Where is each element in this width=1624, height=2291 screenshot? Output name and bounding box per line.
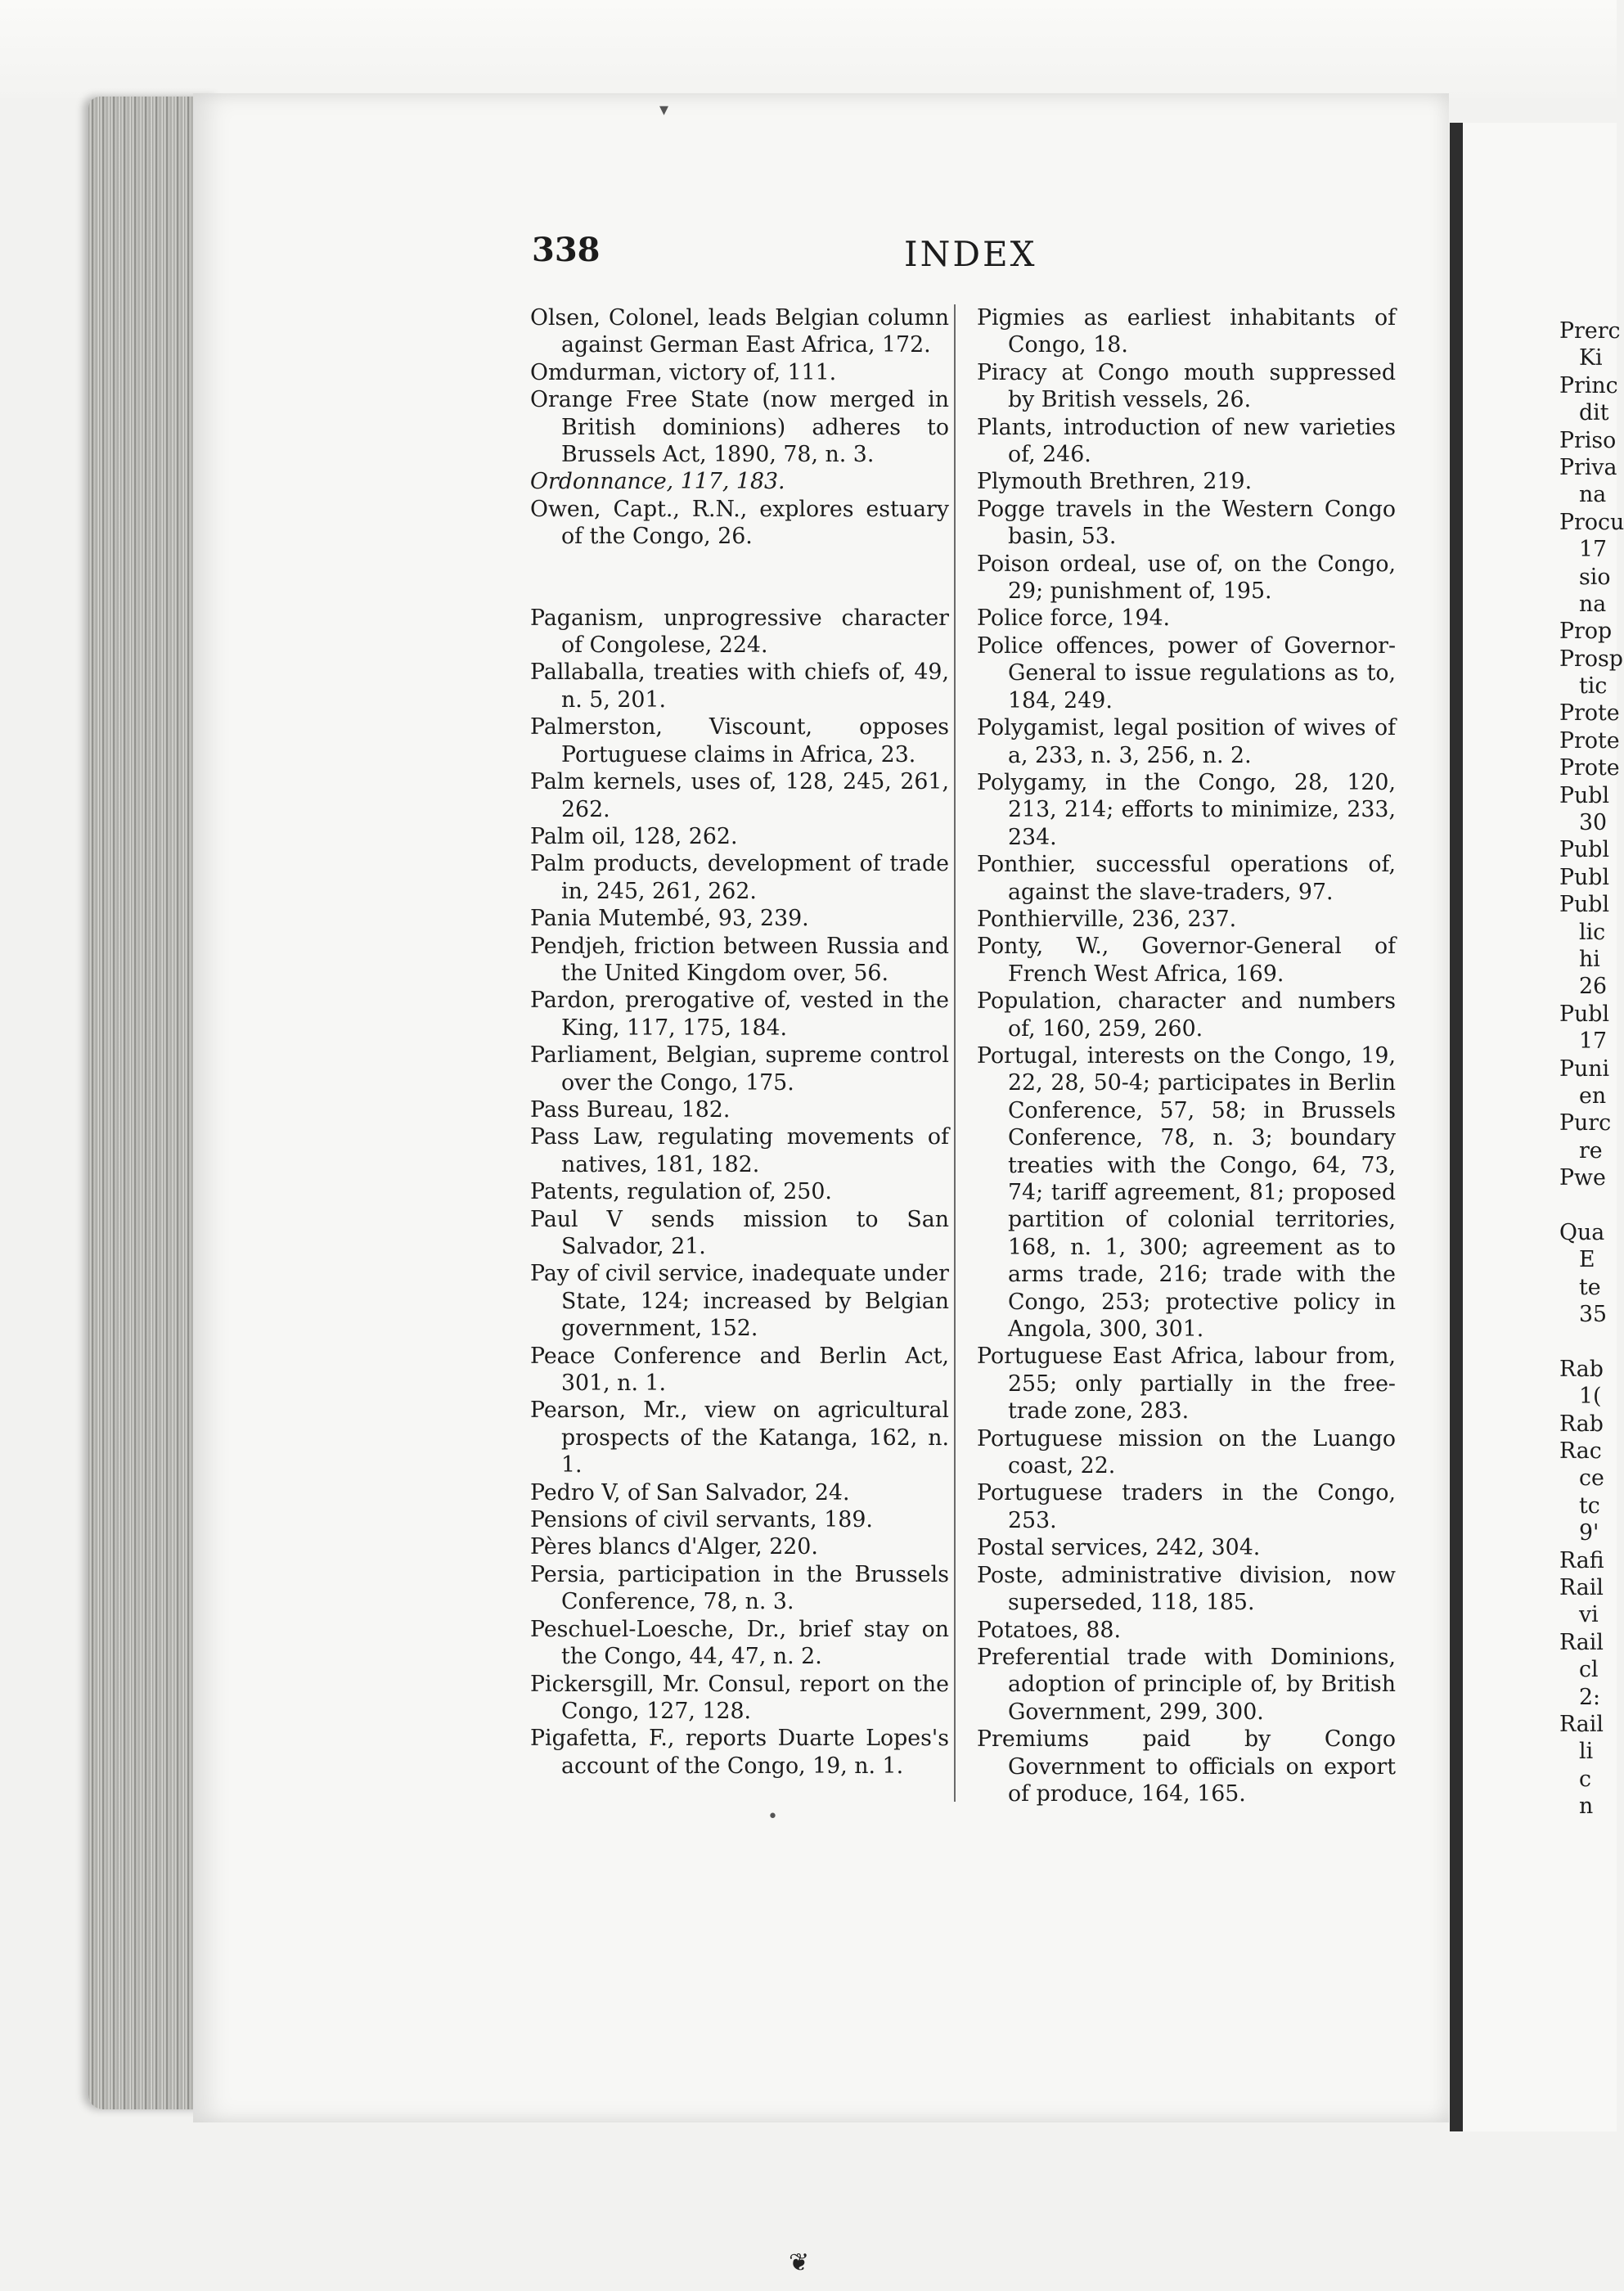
- facing-line: li: [1579, 1739, 1594, 1765]
- facing-line: na: [1579, 591, 1607, 617]
- index-entry: Paganism, unprogressive character of Congolese, 224.: [530, 605, 949, 659]
- index-entry: Postal services, 242, 304.: [977, 1535, 1261, 1561]
- index-entry: Palm kernels, uses of, 128, 245, 261, 262.: [530, 769, 949, 822]
- facing-line: 17: [1579, 537, 1608, 563]
- facing-line: Prosp: [1559, 646, 1623, 672]
- facing-line: Rail: [1559, 1574, 1604, 1600]
- index-entry: Palm products, development of trade in, 245, 261, 262.: [530, 851, 949, 904]
- index-entry: Portugal, interests on the Congo, 19, 22, 28, 50-4; participates in Berlin Conference, 57, 58; in Brussels Conference, 78, n. 3; boundary treaties with the Congo, 64, 73, 74; tariff agreement, 81; proposed partition of colonial territories, 168, n. 1, 300; agreement as to arms trade, 216; trade with the Congo, 253; protective policy in Angola, 300, 301.: [977, 1042, 1396, 1343]
- facing-line: Prote: [1559, 700, 1620, 727]
- index-entry: Pania Mutembé, 93, 239.: [530, 906, 809, 932]
- facing-line: 17: [1579, 1028, 1608, 1055]
- index-entry: Pay of civil service, inadequate under State, 124; increased by Belgian government, 152.: [530, 1261, 949, 1342]
- facing-line: Publ: [1559, 1001, 1610, 1027]
- facing-line: n: [1579, 1794, 1594, 1820]
- index-entry: Peschuel-Loesche, Dr., brief stay on the Congo, 44, 47, n. 2.: [530, 1616, 949, 1670]
- facing-line: lic: [1579, 919, 1606, 945]
- index-entry: Ponthier, successful operations of, against the slave-traders, 97.: [977, 852, 1396, 905]
- index-entry: Persia, participation in the Brussels Conference, 78, n. 3.: [530, 1561, 949, 1615]
- facing-line: ce: [1579, 1465, 1604, 1492]
- index-entry: Portuguese East Africa, labour from, 255; only partially in the free-trade zone, 283.: [977, 1344, 1396, 1425]
- index-entry: Poison ordeal, use of, on the Congo, 29; punishment of, 195.: [977, 551, 1396, 605]
- facing-line: E: [1579, 1247, 1595, 1273]
- scan-background: [0, 0, 1617, 98]
- ink-speck: •: [767, 1807, 778, 1827]
- index-entry: Potatoes, 88.: [977, 1617, 1121, 1643]
- index-entry: Pardon, prerogative of, vested in the King, 117, 175, 184.: [530, 988, 949, 1041]
- index-entry: Pearson, Mr., view on agricultural prospects of the Katanga, 162, n. 1.: [530, 1398, 949, 1479]
- facing-line: 30: [1579, 810, 1608, 836]
- index-entry: Parliament, Belgian, supreme control over the Congo, 175.: [530, 1042, 949, 1096]
- facing-line: tic: [1579, 673, 1608, 700]
- index-entry: Preferential trade with Dominions, adoption of principle of, by British Government, 299, 300.: [977, 1644, 1396, 1725]
- facing-line: Pwe: [1559, 1165, 1606, 1191]
- facing-line: Publ: [1559, 892, 1610, 918]
- index-entry: Paul V sends mission to San Salvador, 21.: [530, 1206, 949, 1259]
- facing-line: Princ: [1559, 372, 1618, 398]
- facing-line: 26: [1579, 974, 1608, 1000]
- facing-line: Rafi: [1559, 1547, 1604, 1573]
- index-entry: Pallaballa, treaties with chiefs of, 49, n. 5, 201.: [530, 659, 949, 713]
- index-entry: Palm oil, 128, 262.: [530, 823, 738, 849]
- index-entry: Patents, regulation of, 250.: [530, 1179, 832, 1205]
- facing-line: Rab: [1559, 1356, 1604, 1382]
- facing-line: Ki: [1579, 345, 1603, 371]
- index-entry: Plants, introduction of new varieties of, 246.: [977, 414, 1396, 468]
- facing-line: Purc: [1559, 1110, 1612, 1136]
- index-entry: Omdurman, victory of, 111.: [530, 359, 837, 385]
- index-column-left: [530, 304, 949, 1780]
- facing-line: Prote: [1559, 727, 1620, 754]
- facing-line: c: [1579, 1766, 1592, 1792]
- facing-line: Rail: [1559, 1711, 1604, 1737]
- facing-line: Rail: [1559, 1629, 1604, 1655]
- facing-line: Rac: [1559, 1438, 1602, 1465]
- facing-line: Qua: [1559, 1219, 1605, 1245]
- index-entry: Polygamist, legal position of wives of a, 233, n. 3, 256, n. 2.: [977, 715, 1396, 768]
- facing-line: 9': [1579, 1520, 1599, 1546]
- facing-line: Priva: [1559, 454, 1617, 480]
- index-entry: Pass Bureau, 182.: [530, 1096, 731, 1123]
- facing-page-text: [1559, 317, 1624, 1820]
- facing-line: dit: [1579, 400, 1609, 426]
- facing-line: [1559, 1328, 1617, 1355]
- index-entry: Pedro V, of San Salvador, 24.: [530, 1479, 850, 1506]
- index-entry: Pogge travels in the Western Congo basin, 53.: [977, 496, 1396, 550]
- facing-line: Procu: [1559, 509, 1624, 535]
- facing-line: sio: [1579, 564, 1611, 590]
- index-entry: Police force, 194.: [977, 605, 1171, 632]
- index-entry: Pigmies as earliest inhabitants of Congo, 18.: [977, 305, 1396, 358]
- index-entry: Pickersgill, Mr. Consul, report on the Congo, 127, 128.: [530, 1671, 949, 1724]
- index-entry: Olsen, Colonel, leads Belgian column against German East Africa, 172.: [530, 305, 949, 358]
- column-divider: [954, 304, 956, 1802]
- facing-line: Publ: [1559, 782, 1610, 808]
- book-spine: [1450, 123, 1463, 2131]
- index-entry: Palmerston, Viscount, opposes Portuguese claims in Africa, 23.: [530, 714, 949, 767]
- facing-line: cl: [1579, 1657, 1599, 1683]
- facing-line: na: [1579, 482, 1607, 508]
- facing-line: Prerc: [1559, 318, 1621, 344]
- index-entry: Pass Law, regulating movements of natives, 181, 182.: [530, 1124, 949, 1177]
- index-entry: Plymouth Brethren, 219.: [977, 469, 1253, 495]
- index-entry: Ponthierville, 236, 237.: [977, 906, 1237, 932]
- facing-line: 2:: [1579, 1684, 1601, 1710]
- index-entry: Owen, Capt., R.N., explores estuary of the Congo, 26.: [530, 496, 949, 550]
- facing-line: re: [1579, 1137, 1603, 1164]
- binding-mark: ▾: [659, 100, 669, 120]
- facing-line: 1(: [1579, 1384, 1602, 1410]
- index-entry: Polygamy, in the Congo, 28, 120, 213, 214; efforts to minimize, 233, 234.: [977, 769, 1396, 850]
- facing-line: Publ: [1559, 864, 1610, 890]
- facing-line: en: [1579, 1082, 1607, 1109]
- running-head: INDEX: [904, 234, 1037, 274]
- page-number: 338: [532, 231, 601, 269]
- index-entry: Ordonnance, 117, 183.: [530, 469, 785, 495]
- index-entry: Pères blancs d'Alger, 220.: [530, 1534, 818, 1560]
- facing-line: Rab: [1559, 1411, 1604, 1437]
- index-entry: Police offences, power of Governor-General to issue regulations as to, 184, 249.: [977, 632, 1396, 713]
- index-entry: Premiums paid by Congo Government to officials on export of produce, 164, 165.: [977, 1726, 1396, 1807]
- facing-line: Priso: [1559, 427, 1617, 453]
- index-entry: Portuguese mission on the Luango coast, 22.: [977, 1425, 1396, 1479]
- index-entry: Orange Free State (now merged in British dominions) adheres to Brussels Act, 1890, 78, n. 3.: [530, 387, 949, 468]
- facing-line: Publ: [1559, 837, 1610, 863]
- facing-line: Puni: [1559, 1055, 1610, 1082]
- facing-line: 35: [1579, 1302, 1608, 1328]
- facing-line: te: [1579, 1274, 1601, 1300]
- index-column-right: [977, 304, 1396, 1807]
- index-entry: Pendjeh, friction between Russia and the United Kingdom over, 56.: [530, 933, 949, 986]
- facing-line: Prop: [1559, 619, 1613, 645]
- index-entry: Ponty, W., Governor-General of French West Africa, 169.: [977, 934, 1396, 987]
- index-entry: Pensions of civil servants, 189.: [530, 1507, 873, 1533]
- facing-line: tc: [1579, 1492, 1600, 1519]
- facing-line: Prote: [1559, 755, 1620, 781]
- facing-line: vi: [1579, 1602, 1599, 1628]
- index-entry: Piracy at Congo mouth suppressed by British vessels, 26.: [977, 359, 1396, 413]
- index-entry: Population, character and numbers of, 160, 259, 260.: [977, 988, 1396, 1042]
- facing-line: hi: [1579, 946, 1600, 972]
- index-entry: Portuguese traders in the Congo, 253.: [977, 1480, 1396, 1533]
- index-entry: Pigafetta, F., reports Duarte Lopes's account of the Congo, 19, n. 1.: [530, 1726, 949, 1779]
- scan-clip-mark: ❦: [789, 2248, 810, 2277]
- index-entry: Peace Conference and Berlin Act, 301, n. 1.: [530, 1343, 949, 1397]
- facing-line: [1559, 1192, 1617, 1219]
- index-entry: Poste, administrative division, now superseded, 118, 185.: [977, 1562, 1396, 1616]
